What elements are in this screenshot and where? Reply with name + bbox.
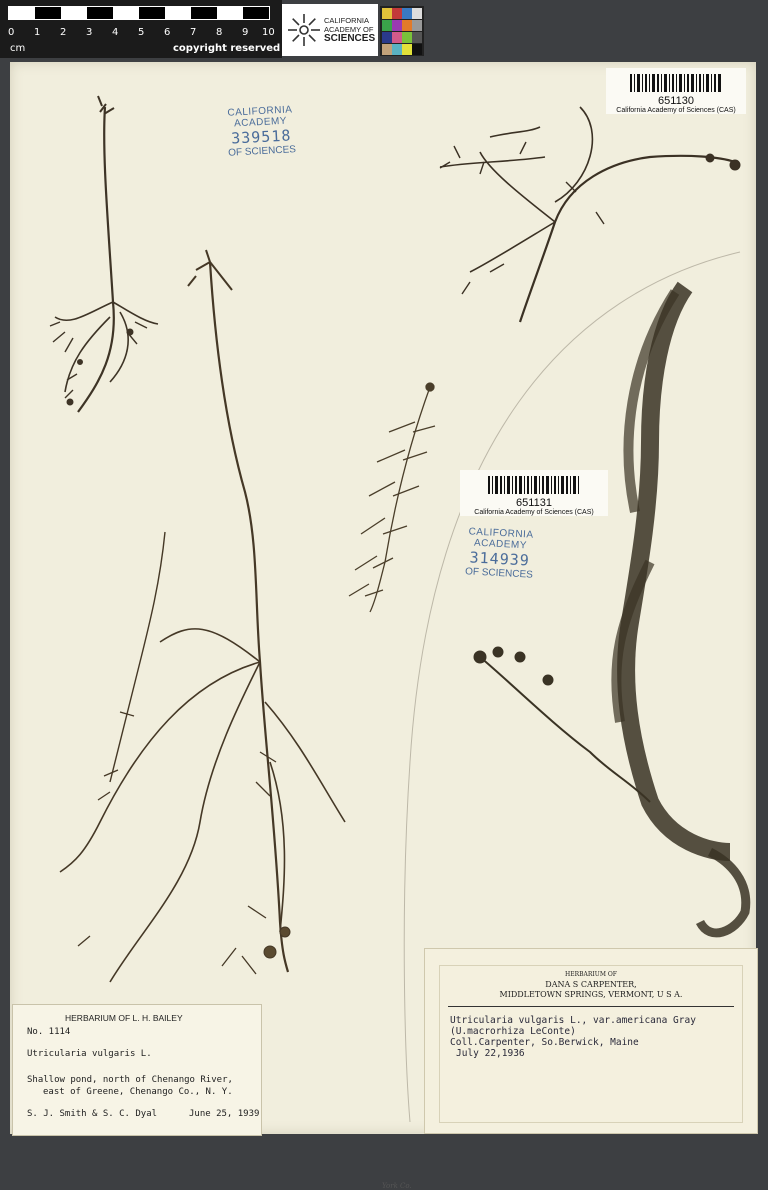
copyright-text: copyright reserved (173, 43, 281, 54)
cas-logo (282, 4, 378, 56)
label-bailey (12, 1004, 262, 1136)
stamp-bottom-text: OF SCIENCES (464, 566, 534, 581)
sunburst-icon (286, 12, 322, 48)
stamp-number: 339518 (230, 126, 292, 148)
scale-tick: 1 (34, 27, 41, 38)
york-note: York Co. (382, 1182, 412, 1190)
barcode-label-1 (606, 68, 746, 114)
carpenter-header-small: HERBARIUM OF (565, 971, 617, 978)
scale-bar-segments (8, 6, 270, 20)
scale-tick: 5 (138, 27, 145, 38)
bailey-locality-2: east of Greene, Chenango Co., N. Y. (43, 1087, 233, 1097)
scale-tick: 9 (242, 27, 249, 38)
bailey-species: Utricularia vulgaris L. (27, 1049, 152, 1059)
scale-tick: 2 (60, 27, 67, 38)
bailey-date: June 25, 1939 (189, 1109, 260, 1119)
barcode-label-2 (460, 470, 608, 516)
bailey-number: No. 1114 (27, 1027, 71, 1037)
carpenter-header-place: MIDDLETOWN SPRINGS, VERMONT, U S A. (499, 990, 683, 999)
accession-stamp-1 (205, 103, 318, 160)
bailey-collectors: S. J. Smith & S. C. Dyal (27, 1109, 158, 1119)
scale-bar (0, 0, 282, 58)
label-carpenter (424, 948, 758, 1134)
stamp-number: 314939 (469, 548, 531, 570)
specimen-right (474, 287, 746, 933)
bailey-locality-1: Shallow pond, north of Chenango River, (27, 1075, 233, 1085)
specimen-center (349, 383, 435, 612)
logo-line-3: SCIENCES (324, 33, 376, 44)
specimen-top-left (50, 96, 158, 412)
bailey-header: HERBARIUM OF L. H. BAILEY (65, 1013, 183, 1023)
carpenter-synonym: (U.macrorhiza LeConte) (450, 1026, 576, 1037)
accession-stamp-2 (441, 525, 560, 582)
logo-line-2: ACADEMY OF (324, 25, 374, 34)
scale-tick: 8 (216, 27, 223, 38)
specimen-center-left (60, 250, 345, 982)
carpenter-header-name: DANA S CARPENTER, (545, 980, 637, 989)
scale-tick: 7 (190, 27, 197, 38)
carpenter-collector: Coll.Carpenter, So.Berwick, Maine (450, 1037, 639, 1048)
scale-tick: 3 (86, 27, 93, 38)
barcode-institution: California Academy of Sciences (CAS) (474, 509, 594, 516)
stamp-bottom-text: OF SCIENCES (227, 144, 297, 159)
stamp-top-text: CALIFORNIA ACADEMY (227, 104, 293, 130)
stamp-top-text: CALIFORNIA ACADEMY (468, 526, 534, 552)
scale-tick: 4 (112, 27, 119, 38)
barcode-2 (488, 476, 580, 494)
scale-unit: cm (10, 43, 26, 54)
barcode-number: 651131 (516, 497, 552, 509)
carpenter-date: July 22,1936 (456, 1048, 525, 1059)
logo-line-1: CALIFORNIA (324, 16, 370, 25)
barcode-institution: California Academy of Sciences (CAS) (616, 107, 736, 114)
scale-tick: 6 (164, 27, 171, 38)
scale-tick: 0 (8, 27, 15, 38)
barcode-1 (630, 74, 722, 92)
carpenter-divider (448, 1006, 734, 1007)
specimen-top-right (440, 107, 740, 322)
carpenter-species: Utricularia vulgaris L., var.americana Gray (450, 1015, 696, 1026)
color-calibration-card (380, 6, 424, 56)
barcode-number: 651130 (658, 95, 694, 107)
scale-tick: 10 (262, 27, 275, 38)
